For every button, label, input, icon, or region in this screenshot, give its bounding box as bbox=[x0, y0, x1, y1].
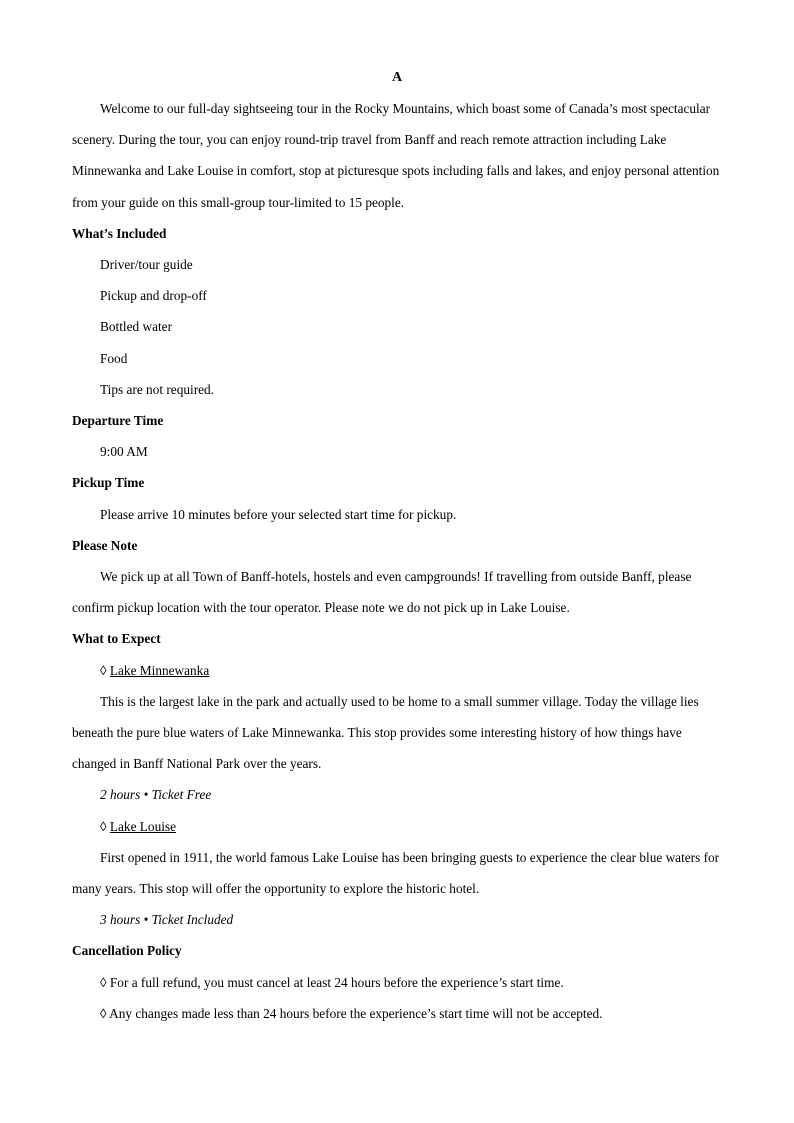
stop-meta: 2 hours • Ticket Free bbox=[100, 787, 212, 803]
stop-link-lake-louise[interactable]: Lake Louise bbox=[109, 818, 176, 834]
diamond-bullet-icon: ◊ bbox=[100, 662, 107, 678]
intro-paragraph: Welcome to our full-day sightseeing tour in the Rocky Mountains, which boast some of Canada’s most spectacular scenery. During the tour, you can enjoy round-trip travel from Banff and reach remote attraction including Lake Minnewanka and Lake Louise in comfort, stop at picturesque spots including falls and lakes, and enjoy personal attention from your guide on this small-group tour-limited to 15 people. bbox=[72, 101, 720, 210]
included-item: Driver/tour guide bbox=[100, 257, 193, 273]
stop-link-lake-minnewanka[interactable]: Lake Minnewanka bbox=[109, 662, 210, 678]
note-paragraph: We pick up at all Town of Banff-hotels, hostels and even campgrounds! If travelling from outside Banff, please confirm pickup location with the tour operator. Please note we do not pick up in Lake Louise. bbox=[72, 569, 692, 616]
included-item: Food bbox=[100, 350, 128, 366]
cancellation-item: ◊ For a full refund, you must cancel at least 24 hours before the experience’s start time. bbox=[100, 974, 564, 990]
departure-heading: Departure Time bbox=[72, 413, 164, 429]
stop-title bbox=[72, 655, 722, 686]
note-heading: Please Note bbox=[72, 537, 138, 553]
departure-value: 9:00 AM bbox=[100, 444, 148, 460]
cancellation-item: ◊ Any changes made less than 24 hours before the experience’s start time will not be accepted. bbox=[100, 1005, 603, 1021]
stop-description: This is the largest lake in the park and actually used to be home to a small summer village. Today the village lies beneath the pure blue waters of Lake Minnewanka. This stop provides some interesting history of how things have changed in Banff National Park over the years. bbox=[72, 693, 699, 772]
included-item: Bottled water bbox=[100, 319, 173, 335]
diamond-bullet-icon: ◊ bbox=[100, 818, 107, 834]
included-item: Pickup and drop-off bbox=[100, 288, 207, 304]
stop-title bbox=[72, 811, 722, 842]
expect-heading: What to Expect bbox=[72, 631, 161, 647]
pickup-value: Please arrive 10 minutes before your selected start time for pickup. bbox=[100, 506, 457, 522]
stop-meta: 3 hours • Ticket Included bbox=[100, 912, 234, 928]
document-title: A bbox=[391, 70, 403, 85]
cancellation-heading: Cancellation Policy bbox=[72, 943, 182, 959]
pickup-heading: Pickup Time bbox=[72, 475, 145, 491]
included-item: Tips are not required. bbox=[100, 381, 214, 397]
included-heading: What’s Included bbox=[72, 225, 167, 241]
stop-description: First opened in 1911, the world famous Lake Louise has been bringing guests to experience the clear blue waters for many years. This stop will offer the opportunity to explore the historic hotel. bbox=[72, 849, 720, 897]
document-page bbox=[72, 62, 722, 1029]
